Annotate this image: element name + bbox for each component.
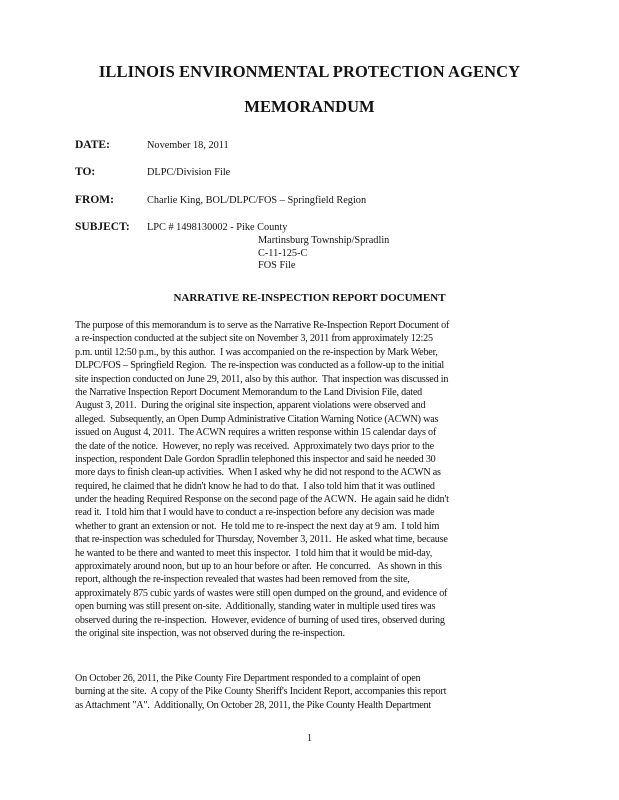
- paragraph-line: approximately 875 cubic yards of wastes were still open dumped on the ground, and evidence of: [75, 587, 448, 599]
- from-label: FROM:: [75, 194, 114, 206]
- paragraph-line: site inspection conducted on June 29, 2011, also by this author. That inspection was discussed in: [75, 373, 449, 385]
- memorandum-heading: MEMORANDUM: [244, 97, 375, 116]
- paragraph-line: p.m. until 12:50 p.m., by this author. I was accompanied on the re-inspection by Mark Weber,: [75, 346, 438, 358]
- paragraph-line: observed during the re-inspection. However, evidence of burning of used tires, observed during: [75, 614, 445, 626]
- paragraph-line: read it. I told him that I would have to conduct a re-inspection before any decision was made: [75, 507, 435, 519]
- date-label: DATE:: [75, 139, 110, 151]
- subject-label: SUBJECT:: [75, 221, 130, 233]
- paragraph-line: he wanted to be there and wanted to meet this inspector. I told him that it would be mid-day,: [75, 547, 433, 559]
- paragraph-line: DLPC/FOS – Springfield Region. The re-inspection was conducted as a follow-up to the initial: [75, 360, 444, 372]
- narrative-paragraph-1: [75, 319, 619, 640]
- paragraph-line: whether to grant an extension or not. He told me to re-inspect the next day at 9 am. I told him: [75, 520, 440, 532]
- paragraph-line: report, although the re-inspection revealed that wastes had been removed from the site,: [75, 574, 410, 586]
- paragraph-line: under the heading Required Response on the second page of the ACWN. He again said he didn't: [75, 494, 449, 506]
- page-number: 1: [307, 733, 312, 744]
- paragraph-line: as Attachment "A". Additionally, On October 28, 2011, the Pike County Health Department: [75, 699, 432, 711]
- paragraph-line: open burning was still present on-site. Additionally, standing water in multiple used tires was: [75, 601, 436, 613]
- paragraph-line: August 3, 2011. During the original site inspection, apparent violations were observed and: [75, 400, 426, 412]
- paragraph-line: more days to finish clean-up activities. When I asked why he did not respond to the ACWN as: [75, 467, 441, 479]
- subject-value: LPC # 1498130002 - Pike County: [147, 222, 288, 233]
- subject-detail-line: C-11-125-C: [258, 247, 308, 259]
- paragraph-line: issued on August 4, 2011. The ACWN requires a written response within 15 calendar days of: [75, 427, 437, 439]
- paragraph-line: The purpose of this memorandum is to serve as the Narrative Re-Inspection Report Document of: [75, 320, 450, 331]
- agency-title: ILLINOIS ENVIRONMENTAL PROTECTION AGENCY: [98, 62, 521, 81]
- paragraph-line: the date of the notice. However, no reply was received. Approximately two days prior to the: [75, 440, 434, 452]
- paragraph-line: inspection, respondent Dale Gordon Spradlin telephoned this inspector and said he needed 30: [75, 453, 436, 465]
- paragraph-line: alleged. Subsequently, an Open Dump Administrative Citation Warning Notice (ACWN) was: [75, 413, 439, 425]
- subject-detail-line: FOS File: [258, 260, 296, 272]
- narrative-paragraph-2: [75, 672, 619, 712]
- paragraph-line: a re-inspection conducted at the subject site on November 3, 2011 from approximately 12:25: [75, 333, 433, 345]
- to-value: DLPC/Division File: [147, 167, 231, 178]
- paragraph-line: approximately around noon, but up to an hour before or after. He concurred. As shown in this: [75, 561, 442, 573]
- from-value: Charlie King, BOL/DLPC/FOS – Springfield Region: [147, 195, 367, 206]
- paragraph-line: the original site inspection, was not observed during the re-inspection.: [75, 627, 345, 639]
- subject-details: [258, 235, 389, 273]
- to-label: TO:: [75, 166, 96, 178]
- paragraph-line: that re-inspection was scheduled for Thursday, November 3, 2011. He asked what time, because: [75, 534, 448, 546]
- section-title: NARRATIVE RE-INSPECTION REPORT DOCUMENT: [173, 292, 446, 304]
- subject-detail-line: Martinsburg Township/Spradlin: [258, 235, 390, 246]
- paragraph-line: On October 26, 2011, the Pike County Fire Department responded to a complaint of open: [75, 673, 421, 684]
- date-value: November 18, 2011: [147, 140, 229, 151]
- paragraph-line: burning at the site. A copy of the Pike County Sheriff's Incident Report, accompanies this report: [75, 686, 447, 698]
- paragraph-line: required, he claimed that he didn't know he had to do that. I also told him that it was outlined: [75, 480, 435, 492]
- paragraph-line: the Narrative Inspection Report Document Memorandum to the Land Division File, dated: [75, 386, 423, 398]
